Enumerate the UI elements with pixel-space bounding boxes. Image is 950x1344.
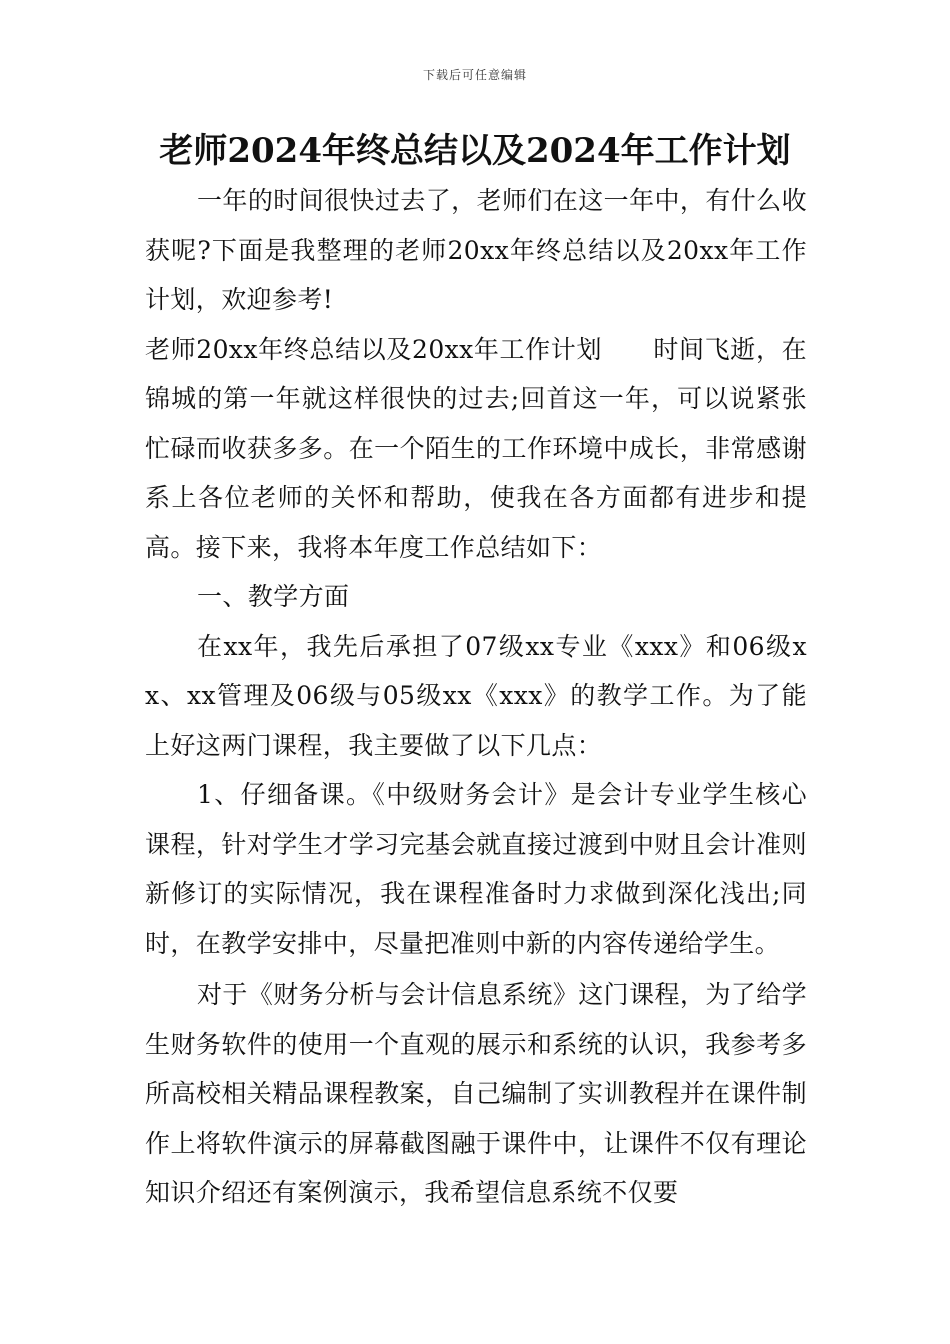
paragraph-intro: 一年的时间很快过去了，老师们在这一年中，有什么收获呢?下面是我整理的老师20xx年终总结以及20xx年工作计划，欢迎参考! bbox=[145, 186, 807, 314]
paragraph-summary-opening: 老师20xx年终总结以及20xx年工作计划 时间飞逝，在锦城的第一年就这样很快的过去;回首这一年，可以说紧张忙碌而收获多多。在一个陌生的工作环境中成长，非常感谢系上各位老师的关怀和帮助，使我在各方面都有进步和提高。接下来，我将本年度工作总结如下： bbox=[145, 334, 807, 562]
document-body bbox=[145, 176, 807, 1218]
paragraph-info-systems-course: 对于《财务分析与会计信息系统》这门课程，为了给学生财务软件的使用一个直观的展示和系统的认识，我参考多所高校相关精品课程教案，自己编制了实训教程并在课件制作上将软件演示的屏幕截图融于课件中，让课件不仅有理论知识介绍还有案例演示，我希望信息系统不仅要 bbox=[145, 980, 807, 1207]
paragraph-courses: 在xx年，我先后承担了07级xx专业《xxx》和06级xx、xx管理及06级与05级xx《xxx》的教学工作。为了能上好这两门课程，我主要做了以下几点： bbox=[145, 631, 807, 760]
paragraph-lesson-prep: 1、仔细备课。《中级财务会计》是会计专业学生核心课程，针对学生才学习完基会就直接过渡到中财且会计准则新修订的实际情况，我在课程准备时力求做到深化浅出;同时，在教学安排中，尽量把准则中新的内容传递给学生。 bbox=[145, 780, 807, 958]
section-heading-teaching: 一、教学方面 bbox=[197, 582, 350, 611]
document-title: 老师2024年终总结以及2024年工作计划 bbox=[159, 131, 791, 171]
page-header-note: 下载后可任意编辑 bbox=[422, 68, 527, 82]
